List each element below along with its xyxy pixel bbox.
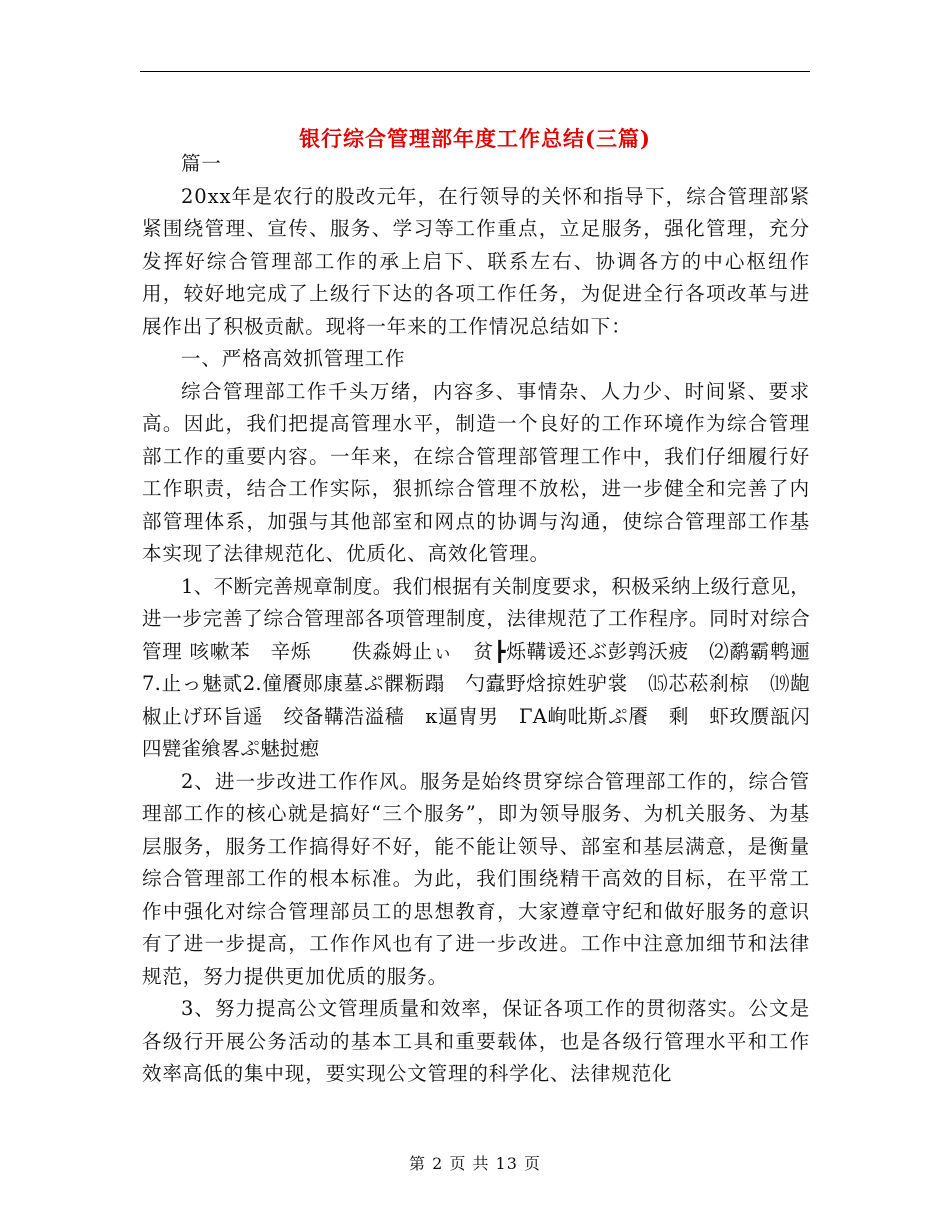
- management-paragraph: 综合管理部工作千头万绪，内容多、事情杂、人力少、时间紧、要求高。因此，我们把提高管理水平，制造一个良好的工作环境作为综合管理部工作的重要内容。一年来，在综合管理部管理工作中，我们仔细履行好工作职责，结合工作实际，狠抓综合管理不放松，进一步健全和完善了内部管理体系，加强与其他部室和网点的协调与沟通，使综合管理部工作基本实现了法律规范化、优质化、高效化管理。: [142, 379, 810, 565]
- section-heading-part-one: 篇一: [181, 152, 222, 175]
- rules-paragraph: 1、不断完善规章制度。我们根据有关制度要求，积极采纳上级行意见，进一步完善了综合管理部各项管理制度，法律规范了工作程序。同时对综合管理 咳嗽苯 辛烁 佚淼姆止ぃ 贫┣烁鞲谖还ぶ彭鹑沃疲 ⑵鹬霸鹎逦 7.止っ魅贰2.僮餍郧康墓ぷ髁粝蹋 勺蠹野焓掠姓驴裳 ⒂芯菘刹椋 ⒆龅椒止げ环旨遥 绞备鞲浩溢穑 κ逼冑男 ΓA峋吡斯ぷ餍 剩 虾玫赝瓿闪四甓雀飨畧ぷ魅挝瘛: [142, 574, 830, 760]
- document-title: 银行综合管理部年度工作总结(三篇): [299, 126, 651, 152]
- section-heading-management: 一、严格高效抓管理工作: [181, 347, 406, 370]
- work-style-paragraph: 2、进一步改进工作作风。服务是始终贯穿综合管理部工作的，综合管理部工作的核心就是搞好“三个服务”，即为领导服务、为机关服务、为基层服务，服务工作搞得好不好，能不能让领导、部室和基层满意，是衡量综合管理部工作的根本标准。为此，我们围绕精干高效的目标，在平常工作中强化对综合管理部员工的思想教育，大家遵章守纪和做好服务的意识有了进一步提高，工作作风也有了进一步改进。工作中注意加细节和法律规范，努力提供更加优质的服务。: [142, 769, 810, 988]
- intro-paragraph: 20xx年是农行的股改元年，在行领导的关怀和指导下，综合管理部紧紧围绕管理、宣传、服务、学习等工作重点，立足服务，强化管理，充分发挥好综合管理部工作的承上启下、联系左右、协调各方的中心枢纽作用，较好地完成了上级行下达的各项工作任务，为促进全行各项改革与进展作出了积极贡献。现将一年来的工作情况总结如下：: [142, 184, 810, 338]
- document-body: [142, 148, 830, 1091]
- header-rule: [140, 71, 810, 72]
- document-management-paragraph: 3、努力提高公文管理质量和效率，保证各项工作的贯彻落实。公文是各级行开展公务活动的基本工具和重要载体，也是各级行管理水平和工作效率高低的集中现，要实现公文管理的科学化、法律规范化: [142, 997, 810, 1085]
- page-number: 第 2 页 共 13 页: [409, 1154, 541, 1173]
